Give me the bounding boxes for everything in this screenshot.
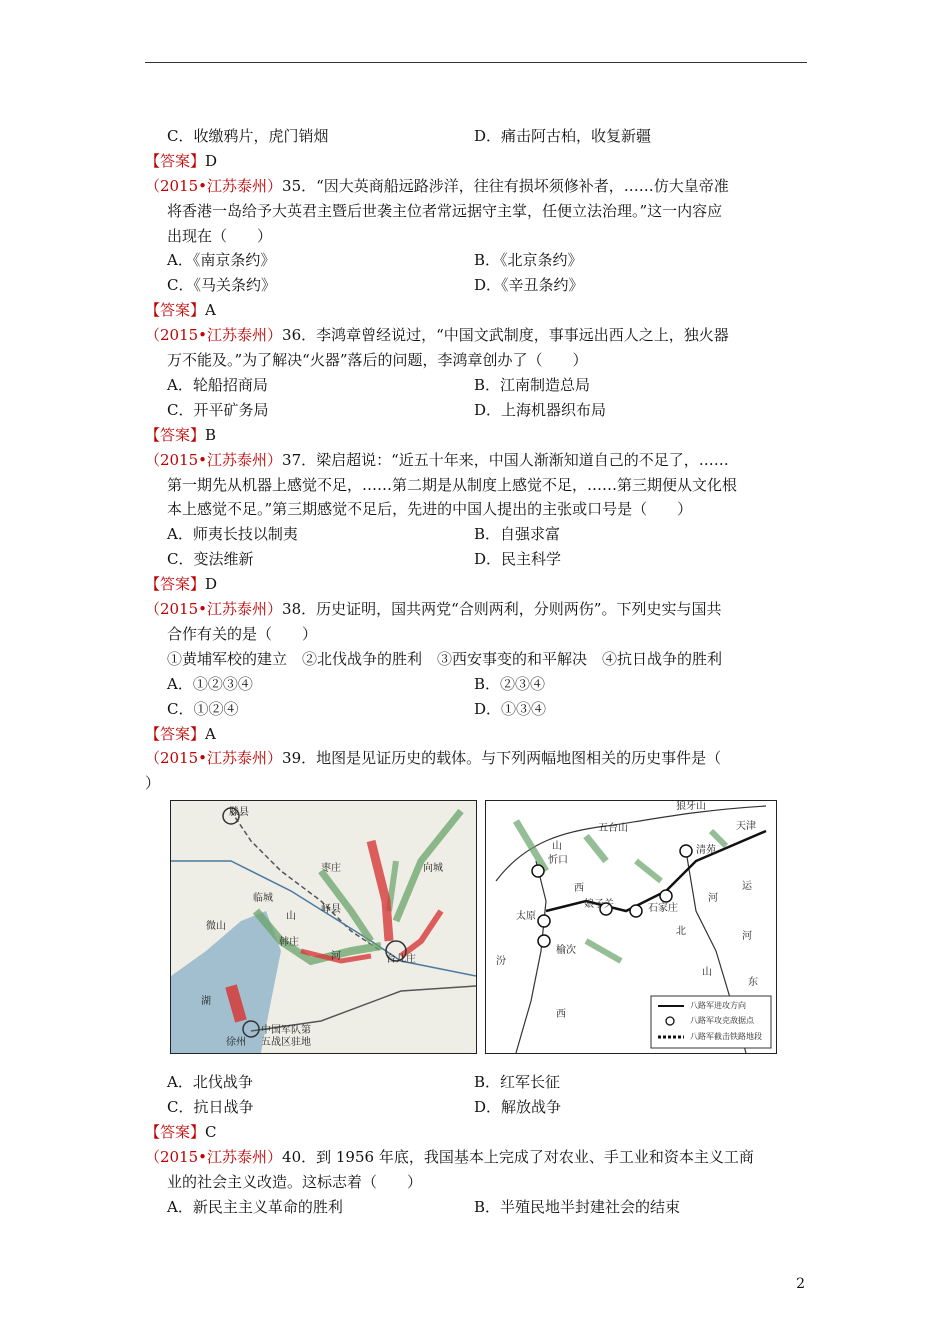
answer-tag: 【答案】 <box>145 1123 206 1141</box>
legend-item: 八路军攻克敌据点 <box>690 1016 754 1026</box>
option: D．解放战争 <box>474 1098 562 1117</box>
map-taierzhuang <box>170 800 477 1054</box>
answer-tag: 【答案】 <box>145 575 206 594</box>
q39-options <box>145 1095 807 1120</box>
option: A．①②③④ <box>167 674 253 693</box>
option: B．②③④ <box>474 674 546 693</box>
map-label: 河 <box>331 951 341 963</box>
map-label: 枣庄 <box>321 863 341 875</box>
map-label: 忻口 <box>548 855 568 867</box>
map-label: 向城 <box>423 863 443 875</box>
option: B．半殖民地半封建社会的结束 <box>474 1197 681 1216</box>
question-35 <box>145 174 807 199</box>
question-text: ） <box>145 774 161 793</box>
answer-line <box>145 1120 807 1145</box>
map-label: 狼牙山 <box>676 801 706 813</box>
q36-options <box>145 373 807 398</box>
answer-tag: 【答案】 <box>145 301 206 320</box>
question-text: 39．地图是见证历史的载体。与下列两幅地图相关的历史事件是（ <box>282 749 722 768</box>
map-label: 娘子关 <box>584 899 614 911</box>
map-label: 韩庄 <box>279 937 299 949</box>
answer-tag: 【答案】 <box>145 151 206 170</box>
map-label: 临城 <box>253 893 273 905</box>
map-label: 清苑 <box>696 845 716 857</box>
option: A．师夷长技以制夷 <box>167 525 298 544</box>
answer-tag: 【答案】 <box>145 724 206 743</box>
answer-value: A <box>205 724 216 743</box>
q39-options <box>145 1070 807 1095</box>
question-text: 将香港一岛给予大英君主暨后世袭主位者常远据守主掌，任便立法治理。”这一内容应 <box>167 201 723 220</box>
map-label: 山 <box>286 911 296 923</box>
map-label: 五台山 <box>598 823 628 835</box>
option: D．痛击阿古柏，收复新疆 <box>474 127 652 145</box>
question-text: ①黄埔军校的建立 ②北伐战争的胜利 ③西安事变的和平解决 ④抗日战争的胜利 <box>167 649 723 668</box>
question-source: （2015•江苏泰州） <box>145 326 283 345</box>
question-text: 40．到 1956 年底，我国基本上完成了对农业、手工业和资本主义工商 <box>282 1147 754 1166</box>
question-text: 37．梁启超说：“近五十年来，中国人渐渐知道自己的不足了，…… <box>282 450 729 469</box>
option: B．自强求富 <box>474 525 561 544</box>
map-label: 西 <box>556 1009 566 1021</box>
map-label: 山 <box>552 841 562 853</box>
map-north-china <box>485 800 777 1054</box>
q37-options <box>145 547 807 572</box>
option: D．民主科学 <box>474 550 562 569</box>
map-label: 五战区驻地 <box>261 1037 311 1049</box>
q34-options <box>145 124 807 149</box>
answer-line <box>145 423 807 448</box>
header-rule <box>145 62 807 63</box>
option: D．①③④ <box>474 699 547 718</box>
answer-line <box>145 298 807 323</box>
option: B．红军长征 <box>474 1073 561 1092</box>
map-label: 徐州 <box>226 1037 246 1049</box>
map-label: 中国军队第 <box>261 1025 311 1037</box>
map-label: 山 <box>702 967 712 979</box>
answer-value: B <box>205 425 217 444</box>
option: A．北伐战争 <box>167 1073 253 1092</box>
answer-line <box>145 722 807 747</box>
question-text: 业的社会主义改造。这标志着（ ） <box>167 1172 423 1191</box>
map-label: 榆次 <box>556 945 576 957</box>
map-label: 微山 <box>206 921 226 933</box>
answer-value: D <box>205 575 218 594</box>
question-text: 第一期先从机器上感觉不足，……第二期是从制度上感觉不足，……第三期便从文化根 <box>167 475 738 494</box>
question-40 <box>145 1145 807 1170</box>
option: B．江南制造总局 <box>474 375 591 394</box>
map-label: 北 <box>676 926 686 938</box>
option: A．轮船招商局 <box>167 375 268 394</box>
question-36 <box>145 323 807 348</box>
map-label: 太原 <box>516 911 536 923</box>
question-39 <box>145 746 807 771</box>
map-label: 峄县 <box>321 904 341 916</box>
answer-tag: 【答案】 <box>145 425 206 444</box>
q38-options <box>145 697 807 722</box>
legend-item: 八路军进攻方向 <box>690 1001 746 1011</box>
option: C．开平矿务局 <box>167 400 269 419</box>
q40-options <box>145 1195 807 1220</box>
map-label: 天津 <box>736 821 756 833</box>
question-source: （2015•江苏泰州） <box>145 749 283 768</box>
option: B．《北京条约》 <box>474 251 583 270</box>
map-label: 东 <box>748 977 758 989</box>
option: D．上海机器织布局 <box>474 400 607 419</box>
map-label: 汾 <box>496 956 506 968</box>
map-label: 西 <box>574 883 584 895</box>
question-38 <box>145 597 807 622</box>
question-source: （2015•江苏泰州） <box>145 600 283 619</box>
option: C．抗日战争 <box>167 1098 254 1117</box>
option: A．新民主主义革命的胜利 <box>167 1197 343 1216</box>
question-37 <box>145 448 807 473</box>
question-text: 合作有关的是（ ） <box>167 624 318 643</box>
question-text: 出现在（ ） <box>167 226 273 245</box>
map-label: 台儿庄 <box>386 954 416 966</box>
legend-item: 八路军截击铁路地段 <box>690 1032 762 1042</box>
map-label: 石家庄 <box>648 903 678 915</box>
q35-options <box>145 248 807 273</box>
answer-value: D <box>205 151 218 170</box>
question-source: （2015•江苏泰州） <box>145 176 283 195</box>
question-source: （2015•江苏泰州） <box>145 1147 283 1166</box>
q36-options <box>145 398 807 423</box>
question-text: 本上感觉不足。”第三期感觉不足后，先进的中国人提出的主张或口号是（ ） <box>167 500 693 519</box>
question-text: 35．“因大英商船远路涉洋，往往有损坏须修补者，……仿大皇帝准 <box>282 176 729 195</box>
option: A．《南京条约》 <box>167 251 276 270</box>
map-label: 河 <box>708 893 718 905</box>
question-text: 38．历史证明，国共两党“合则两利，分则两伤”。下列史实与国共 <box>282 600 722 619</box>
option: C．《马关条约》 <box>167 276 276 295</box>
answer-line <box>145 149 807 174</box>
option: C．①②④ <box>167 699 239 718</box>
question-source: （2015•江苏泰州） <box>145 450 283 469</box>
question-text: 36．李鸿章曾经说过，“中国文武制度，事事远出西人之上，独火器 <box>282 326 729 345</box>
page-number: 2 <box>796 1276 805 1292</box>
map-label: 运 <box>742 881 752 893</box>
option: C．收缴鸦片，虎门销烟 <box>167 127 329 145</box>
q35-options <box>145 273 807 298</box>
option: D．《辛丑条约》 <box>474 276 584 295</box>
map-label: 湖 <box>201 996 211 1008</box>
option: C．变法维新 <box>167 550 254 569</box>
q38-options <box>145 672 807 697</box>
answer-value: A <box>205 301 216 320</box>
q37-options <box>145 522 807 547</box>
question-text: 万不能及。”为了解决“火器”落后的问题，李鸿章创办了（ ） <box>167 351 588 370</box>
maps-container <box>170 800 807 1070</box>
document-body <box>145 124 807 1220</box>
answer-value: C <box>205 1123 217 1141</box>
answer-line <box>145 572 807 597</box>
map-label: 河 <box>742 931 752 943</box>
map-label: 滕县 <box>229 807 249 819</box>
